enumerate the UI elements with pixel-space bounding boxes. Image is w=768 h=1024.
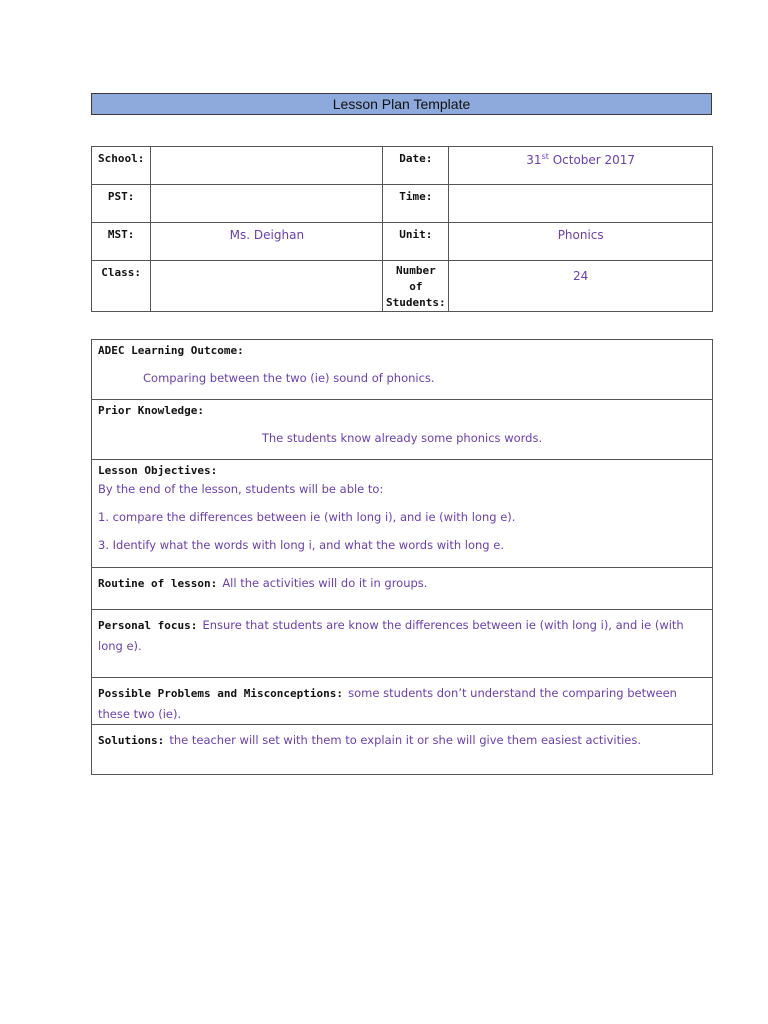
mst-label: MST: — [92, 223, 151, 261]
pst-label: PST: — [92, 185, 151, 223]
outcome-text: Comparing between the two (ie) sound of phonics. — [143, 371, 435, 385]
focus-label: Personal focus: — [98, 619, 198, 632]
info-table — [91, 146, 713, 312]
date-value — [449, 147, 713, 185]
objectives-cell — [92, 460, 713, 568]
details-table — [91, 339, 713, 775]
time-value — [449, 185, 713, 223]
school-label: School: — [92, 147, 151, 185]
mst-value: Ms. Deighan — [151, 223, 383, 261]
routine-label: Routine of lesson: — [98, 577, 218, 590]
problems-text: some students don’t understand the comparing between these two (ie). — [98, 686, 677, 721]
class-label: Class: — [92, 261, 151, 312]
problems-label: Possible Problems and Misconceptions: — [98, 687, 344, 700]
unit-value: Phonics — [449, 223, 713, 261]
routine-text: All the activities will do it in groups. — [222, 576, 428, 590]
pst-value — [151, 185, 383, 223]
unit-label: Unit: — [383, 223, 449, 261]
routine-cell — [92, 568, 713, 610]
prior-text: The students know already some phonics words. — [261, 431, 543, 445]
school-value — [151, 147, 383, 185]
objective-item-2: 3. Identify what the words with long i, and what the words with long e. — [98, 538, 504, 552]
prior-label: Prior Knowledge: — [98, 404, 204, 417]
date-suffix: st — [541, 152, 549, 161]
focus-cell — [92, 610, 713, 678]
outcome-cell — [92, 340, 713, 400]
outcome-label: ADEC Learning Outcome: — [98, 344, 244, 357]
focus-text: Ensure that students are know the differences between ie (with long i), and ie (with long e). — [98, 618, 684, 653]
num-students-value: 24 — [449, 261, 713, 312]
num-students-label — [383, 261, 449, 312]
num-label-line1: Number — [395, 264, 436, 277]
class-value — [151, 261, 383, 312]
objectives-label: Lesson Objectives: — [98, 464, 218, 477]
page-title: Lesson Plan Template — [91, 93, 712, 115]
date-day: 31 — [526, 153, 542, 167]
problems-cell — [92, 678, 713, 725]
solutions-label: Solutions: — [98, 734, 165, 747]
objectives-intro: By the end of the lesson, students will be able to: — [98, 482, 384, 496]
solutions-text: the teacher will set with them to explain it or she will give them easiest activities. — [169, 733, 642, 747]
num-label-line3: Students: — [386, 296, 446, 309]
prior-cell — [92, 400, 713, 460]
solutions-cell — [92, 725, 713, 775]
objective-item-1: 1. compare the differences between ie (with long i), and ie (with long e). — [98, 510, 516, 524]
date-rest: October 2017 — [548, 153, 636, 167]
num-label-line2: of — [409, 280, 423, 293]
time-label: Time: — [383, 185, 449, 223]
date-label: Date: — [383, 147, 449, 185]
